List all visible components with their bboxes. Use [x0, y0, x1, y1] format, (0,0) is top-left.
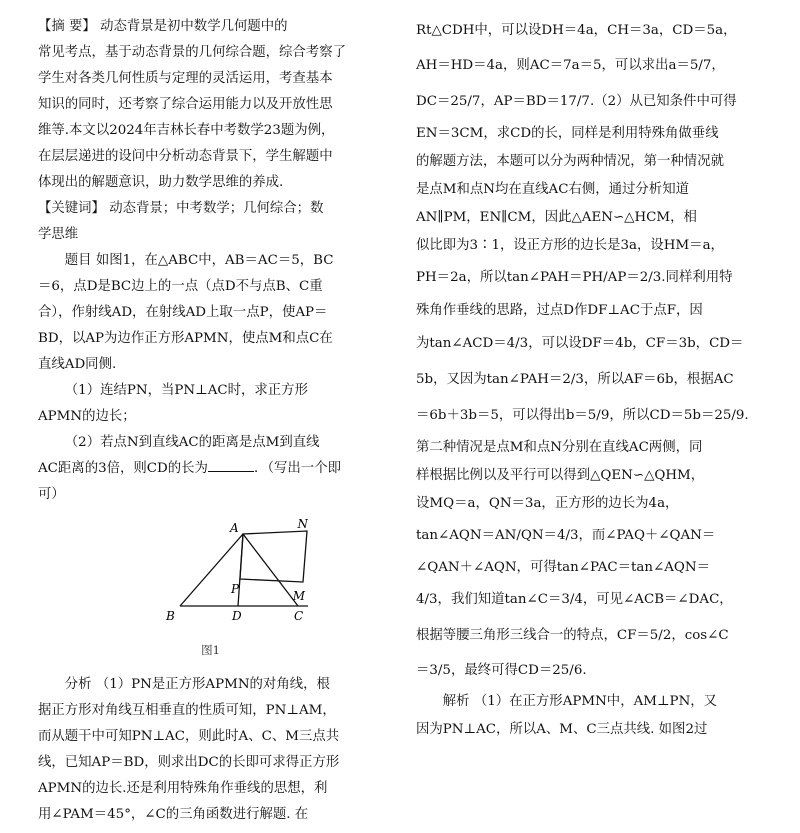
- question-2-text: AC距离的3倍，则CD的长为: [38, 461, 208, 476]
- analysis-line: 是点M和点N均在直线AC右侧，通过分析知道: [416, 182, 689, 197]
- analysis-line: EN＝3CM，求CD的长，同样是利用特殊角做垂线: [416, 126, 719, 141]
- solution-line: 因为PN⊥AC，所以A、M、C三点共线. 如图2过: [416, 722, 708, 737]
- geometry-diagram: [128, 514, 308, 640]
- solution-line: 解析 （1）在正方形APMN中，AM⊥PN，又: [442, 694, 718, 709]
- label-m: M: [292, 589, 305, 603]
- label-p: P: [231, 582, 240, 596]
- analysis-line: 设MQ＝a，QN＝3a，正方形的边长为4a，: [416, 496, 679, 511]
- problem-line: 直线AD同侧.: [38, 357, 117, 372]
- keywords-line: 【关键词】 动态背景；中考数学；几何综合；数: [38, 201, 324, 216]
- analysis-line: tan∠AQN＝AN/QN＝4/3，而∠PAQ＋∠QAN＝: [416, 528, 716, 543]
- abstract-line: 维等.本文以2024年吉林长春中考数学23题为例，: [38, 123, 335, 138]
- left-column: [38, 14, 383, 828]
- problem-line: 合），作射线AD，在射线AD上取一点P，使AP＝: [38, 305, 328, 320]
- label-n: N: [297, 517, 308, 531]
- analysis-line: DC＝25/7，AP＝BD＝17/7.（2）从已知条件中可得: [416, 94, 737, 109]
- analysis-line: Rt△CDH中，可以设DH＝4a，CH＝3a，CD＝5a，: [416, 23, 737, 38]
- abstract-line: 学生对各类几何性质与定理的灵活运用，考查基本: [38, 71, 333, 86]
- label-d: D: [232, 609, 242, 623]
- analysis-line: 线，已知AP＝BD，则求出DC的长即可求得正方形: [38, 755, 340, 770]
- question-1-line: （1）连结PN，当PN⊥AC时，求正方形: [64, 383, 308, 398]
- label-a: A: [230, 521, 239, 535]
- analysis-line: APMN的边长.还是利用特殊角作垂线的思想，利: [38, 781, 328, 796]
- analysis-line: PH＝2a，所以tan∠PAH＝PH/AP＝2/3.同样利用特: [416, 270, 733, 285]
- analysis-line: ＝3/5，最终可得CD＝25/6.: [416, 663, 587, 678]
- analysis-line: 样根据比例以及平行可以得到△QEN∽△QHM，: [416, 468, 705, 483]
- abstract-line: 在层层递进的设问中分析动态背景下，学生解题中: [38, 149, 333, 164]
- analysis-line: 用∠PAM＝45°，∠C的三角函数进行解题. 在: [38, 807, 309, 822]
- analysis-line: 似比即为3∶1，设正方形的边长是3a，设HM＝a，: [416, 238, 724, 253]
- problem-line: BD，以AP为边作正方形APMN，使点M和点C在: [38, 331, 333, 346]
- question-2-line: （2）若点N到直线AC的距离是点M到直线: [64, 435, 320, 450]
- analysis-line: ＝6b＋3b＝5，可以得出b＝5/9，所以CD＝5b＝25/9.: [416, 408, 749, 423]
- abstract-line: 知识的同时，还考察了综合运用能力以及开放性思: [38, 97, 333, 112]
- analysis-line: AH＝HD＝4a，则AC＝7a＝5，可以求出a＝5/7，: [416, 58, 725, 73]
- problem-line: ＝6，点D是BC边上的一点（点D不与点B、C重: [38, 279, 323, 294]
- question-1-line: APMN的边长；: [38, 409, 136, 424]
- abstract-line: 体现出的解题意识，助力数学思维的养成.: [38, 175, 284, 190]
- analysis-line: 5b，又因为tan∠PAH＝2/3，所以AF＝6b，根据AC: [416, 372, 734, 387]
- question-2-line: [38, 456, 383, 482]
- right-column: [416, 14, 764, 744]
- analysis-line: 的解题方法，本题可以分为两种情况，第一种情况就: [416, 154, 724, 169]
- figure-caption: 图1: [201, 643, 220, 657]
- analysis-line: 根据等腰三角形三线合一的特点，CF＝5/2，cos∠C: [416, 628, 729, 643]
- abstract-line: 【摘 要】 动态背景是初中数学几何题中的: [38, 19, 288, 34]
- label-c: C: [294, 609, 304, 623]
- question-2-line: 可）: [38, 487, 65, 502]
- label-b: B: [166, 609, 175, 623]
- question-2-tail: ．（写出一个即: [253, 461, 341, 476]
- answer-blank: [208, 457, 254, 472]
- figure-1: [38, 514, 383, 664]
- analysis-line: 分析 （1）PN是正方形APMN的对角线，根: [64, 677, 330, 692]
- analysis-line: 而从题干中可知PN⊥AC，则此时A、C、M三点共: [38, 729, 340, 744]
- analysis-line: 第二种情况是点M和点N分别在直线AC两侧，同: [416, 440, 703, 455]
- analysis-line: AN∥PM，EN∥CM，因此△AEN∽△HCM，相: [416, 210, 697, 225]
- analysis-line: 为tan∠ACD＝4/3，可以设DF＝4b，CF＝3b，CD＝: [416, 336, 744, 351]
- analysis-line: 据正方形对角线互相垂直的性质可知，PN⊥AM，: [38, 703, 336, 718]
- problem-line: 题目 如图1，在△ABC中，AB＝AC＝5，BC: [64, 253, 334, 268]
- analysis-line: ∠QAN＋∠AQN，可得tan∠PAC＝tan∠AQN＝: [416, 560, 710, 575]
- analysis-line: 殊角作垂线的思路，过点D作DF⊥AC于点F，因: [416, 303, 703, 318]
- abstract-line: 常见考点，基于动态背景的几何综合题，综合考察了: [38, 45, 346, 60]
- analysis-line: 4/3，我们知道tan∠C＝3/4，可见∠ACB＝∠DAC，: [416, 592, 733, 607]
- keywords-line: 学思维: [38, 227, 79, 242]
